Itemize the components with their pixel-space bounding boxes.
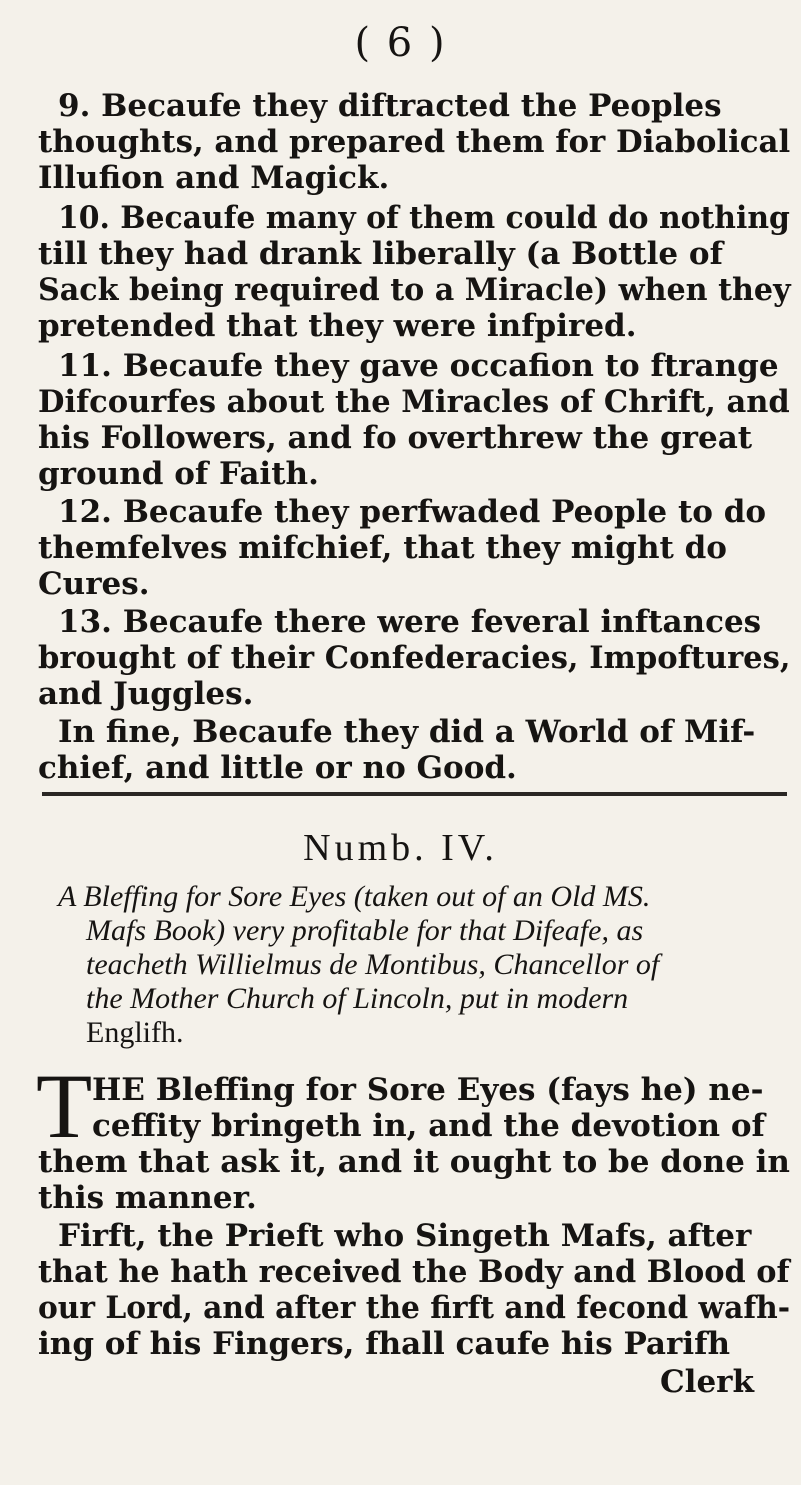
item-9-line-3: Illufion and Magick.: [38, 160, 390, 196]
body-line-4: this manner.: [38, 1180, 257, 1216]
item-11-line-3: his Followers, and fo overthrew the great: [38, 420, 753, 456]
section-heading: Numb. IV.: [303, 827, 498, 869]
item-9-line-2: thoughts, and prepared them for Diabolical: [38, 124, 791, 160]
body-line-2: ceffity bringeth in, and the devotion of: [92, 1108, 765, 1144]
intro-line-5: Englifh.: [86, 1016, 184, 1049]
intro-line-3: teacheth Willielmus de Montibus, Chancellor of: [86, 948, 660, 981]
item-10-line-3: Sack being required to a Miracle) when they: [38, 272, 791, 308]
body-line-8: ing of his Fingers, fhall caufe his Parifh: [38, 1326, 731, 1362]
catchword: Clerk: [660, 1364, 754, 1400]
item-12-line-1: 12. Becaufe they perfwaded People to do: [58, 494, 767, 530]
body-line-6: that he hath received the Body and Blood of: [38, 1254, 790, 1290]
drop-cap: T: [36, 1055, 93, 1157]
body-line-5: Firft, the Prieft who Singeth Mafs, after: [58, 1218, 752, 1254]
body-line-3: them that ask it, and it ought to be done in: [38, 1144, 790, 1180]
in-fine-line-2: chief, and little or no Good.: [38, 750, 517, 786]
in-fine-line-1: In fine, Becaufe they did a World of Mif-: [58, 714, 756, 750]
intro-line-2: Mafs Book) very profitable for that Difeafe, as: [86, 914, 644, 947]
page-number: ( 6 ): [354, 20, 447, 66]
item-12-line-3: Cures.: [38, 566, 150, 602]
item-13-line-1: 13. Becaufe there were feveral inftances: [58, 604, 762, 640]
item-10-line-2: till they had drank liberally (a Bottle of: [38, 236, 723, 272]
item-13-line-2: brought of their Confederacies, Impoftures,: [38, 640, 791, 676]
body-line-7: our Lord, and after the firft and fecond wafh-: [38, 1290, 791, 1326]
item-10-line-4: pretended that they were infpired.: [38, 308, 637, 344]
intro-line-4: the Mother Church of Lincoln, put in modern: [86, 982, 629, 1015]
item-13-line-3: and Juggles.: [38, 676, 254, 712]
intro-line-1: A Bleffing for Sore Eyes (taken out of an Old MS.: [58, 880, 651, 913]
item-10-line-1: 10. Becaufe many of them could do nothing: [58, 200, 790, 236]
item-9-line-1: 9. Becaufe they diftracted the Peoples: [58, 88, 722, 124]
body-line-1: HE Bleffing for Sore Eyes (fays he) ne-: [92, 1072, 764, 1108]
item-11-line-1: 11. Becaufe they gave occafion to ftrange: [58, 348, 779, 384]
item-11-line-4: ground of Faith.: [38, 456, 319, 492]
item-11-line-2: Difcourfes about the Miracles of Chrift, and: [38, 384, 790, 420]
item-12-line-2: themfelves mifchief, that they might do: [38, 530, 727, 566]
section-rule: [42, 792, 787, 796]
